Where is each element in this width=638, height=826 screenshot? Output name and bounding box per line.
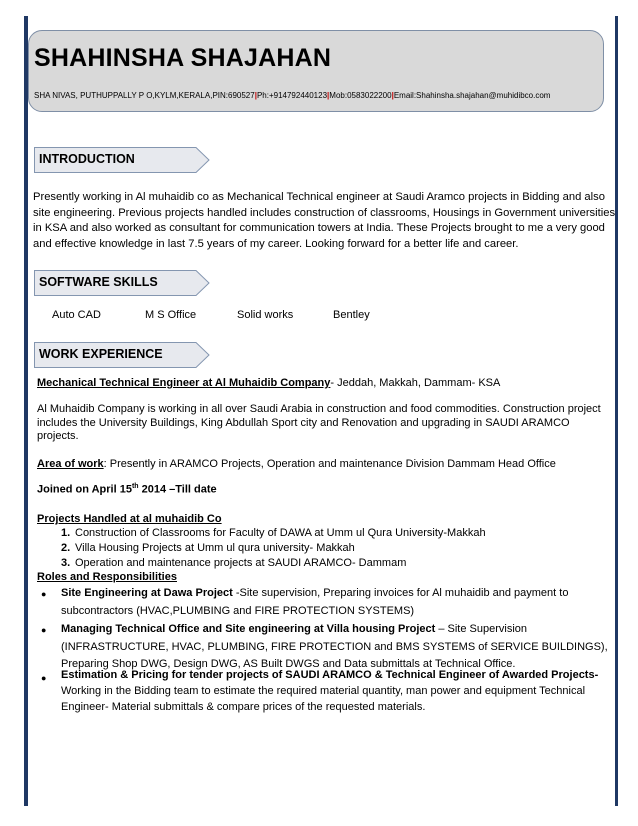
project-number: 1. (61, 527, 71, 539)
skill-item: M S Office (145, 309, 197, 321)
role-title: Managing Technical Office and Site engineering at Villa housing Project (61, 623, 436, 635)
section-title-introduction: INTRODUCTION (39, 152, 135, 166)
project-text: Construction of Classrooms for Faculty of DAWA at Umm ul Qura University-Makkah (75, 527, 486, 539)
section-tab-software-skills (34, 270, 210, 296)
project-item (61, 542, 355, 554)
project-item (61, 527, 486, 539)
joined-date (37, 483, 217, 496)
role-title: Estimation & Pricing for tender projects of SAUDI ARAMCO & Technical Engineer of Awarded Projects- (61, 669, 599, 681)
role-item (61, 621, 621, 674)
role-item (61, 667, 621, 715)
phone: Ph:+914792440123 (256, 91, 328, 100)
job-title: Mechanical Technical Engineer at Al Muhaidib Company (37, 377, 331, 389)
mobile: Mob:0583022200 (329, 91, 392, 100)
bullet-icon: ● (41, 673, 47, 683)
project-number: 2. (61, 542, 71, 554)
bullet-icon: ● (41, 589, 47, 599)
section-title-software-skills: SOFTWARE SKILLS (39, 275, 158, 289)
project-number: 3. (61, 557, 71, 569)
role-text: -Site supervision, Preparing invoices for Al muhaidib and payment to subcontractors (HVAC,PLUMBING and FIRE PROTECTION SYSTEMS) (61, 587, 569, 617)
job-location: - Jeddah, Makkah, Dammam- KSA (330, 377, 501, 389)
introduction-text: Presently working in Al muhaidib co as Mechanical Technical engineer at Saudi Aramco projects in Bidding and also site engineering. Previous projects handled includes construction of classrooms, Housings in Government universities in KSA and also worked as consultant for communication towers at India. These Projects brought to me a very good and effective knowledge in last 7.5 years of my career. Looking forward for a better life and career. (33, 191, 616, 250)
area-label: Area of work (37, 458, 104, 470)
role-title: Site Engineering at Dawa Project (61, 587, 233, 599)
joined-prefix: Joined on April 15 (37, 483, 132, 496)
roles-heading: Roles and Responsibilities (37, 571, 177, 583)
candidate-name: SHAHINSHA SHAJAHAN (34, 44, 332, 72)
bullet-icon: ● (41, 625, 47, 635)
skill-item: Bentley (333, 309, 370, 321)
skill-item: Solid works (237, 309, 294, 321)
project-text: Operation and maintenance projects at SAUDI ARAMCO- Dammam (75, 557, 407, 569)
joined-suffix: 2014 –Till date (138, 483, 217, 496)
separator: | (391, 91, 394, 100)
project-item (61, 557, 406, 569)
separator: | (254, 91, 257, 100)
section-tab-introduction (34, 147, 210, 173)
joined-sup: th (131, 483, 139, 490)
email: Email:Shahinsha.shajahan@muhidibco.com (393, 91, 551, 100)
project-text: Villa Housing Projects at Umm ul qura university- Makkah (75, 542, 355, 554)
section-tab-work-experience (34, 342, 210, 368)
company-description: Al Muhaidib Company is working in all over Saudi Arabia in construction and food commodities. Construction project includes the University Buildings, King Abdullah Sport city and Renovation and upgrading in SAUDI ARAMCO projects. (37, 403, 601, 442)
skill-item: Auto CAD (52, 309, 101, 321)
role-text: – Site Supervision (INFRASTRUCTURE, HVAC, PLUMBING, FIRE PROTECTION and BMS SYSTEMS of SERVICE BUILDINGS), Preparing Shop DWG, Design DWG, AS Built DWGS and Data submittals at Technical Office. (61, 623, 608, 670)
address: SHA NIVAS, PUTHUPPALLY P O,KYLM,KERALA,PIN:690527 (34, 91, 255, 100)
section-title-work-experience: WORK EXPERIENCE (39, 347, 163, 361)
projects-heading: Projects Handled at al muhaidib Co (37, 513, 222, 525)
job-heading (37, 377, 500, 389)
role-item (61, 585, 621, 620)
contact-line (34, 91, 550, 100)
role-text: Working in the Bidding team to estimate the required material quantity, man power and equipment Technical Engineer- Material submittals & compare prices of the requested materials. (61, 685, 586, 713)
area-of-work (37, 458, 556, 470)
separator: | (327, 91, 330, 100)
area-text: : Presently in ARAMCO Projects, Operation and maintenance Division Dammam Head Office (103, 458, 556, 470)
